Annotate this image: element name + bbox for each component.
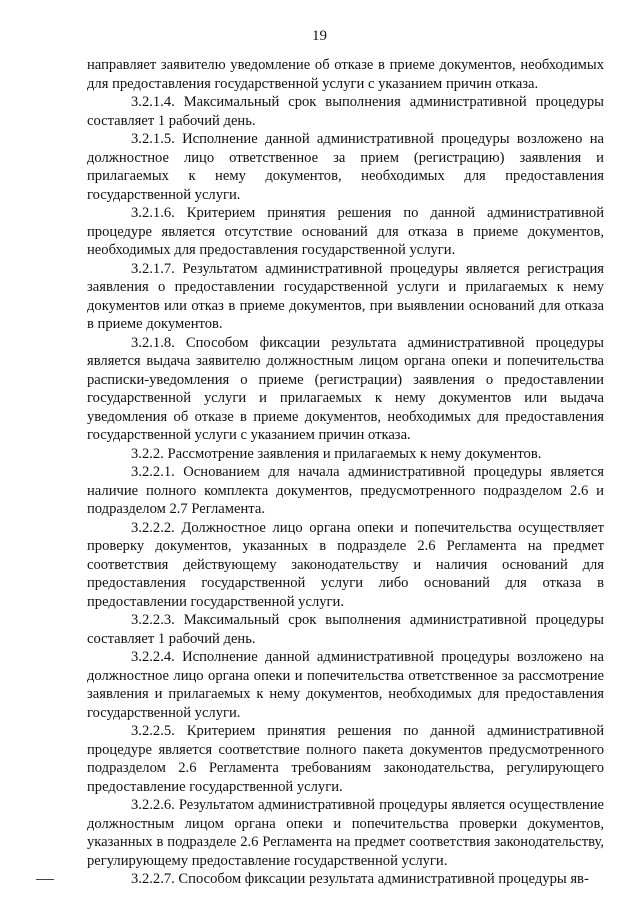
document-body [87,56,604,889]
paragraph-3-2-1-7: 3.2.1.7. Результатом административной процедуры является регистрация заявления о предоставлении государственной услуги и прилагаемых к нему документов или отказ в приеме документов, при выявлении оснований для отказа в приеме документов. [87,260,604,332]
paragraph-3-2-2-7: 3.2.2.7. Способом фиксации результата административной процедуры яв- [131,871,589,887]
paragraph-3-2-2: 3.2.2. Рассмотрение заявления и прилагаемых к нему документов. [131,445,542,462]
paragraph-3-2-2-5: 3.2.2.5. Критерием принятия решения по данной административной процедуре является соответствие полного пакета документов предусмотренного подразделом 2.6 Регламента требованиям законодательства, регулирующего предоставление государственной услуги. [87,723,604,795]
paragraph-continuation: направляет заявителю уведомление об отказе в приеме документов, необходимых для предоставления государственной услуги с указанием причин отказа. [87,57,604,92]
paragraph-3-2-1-4: 3.2.1.4. Максимальный срок выполнения административной процедуры составляет 1 рабочий день. [87,94,604,129]
page-number: 19 [312,28,327,44]
paragraph-3-2-1-5: 3.2.1.5. Исполнение данной административной процедуры возложено на должностное лицо ответственное за прием (регистрацию) заявления и прилагаемых к нему документов, необходимых для предоставления государственной услуги. [87,131,604,203]
paragraph-3-2-2-3: 3.2.2.3. Максимальный срок выполнения административной процедуры составляет 1 рабочий день. [87,612,604,647]
paragraph-3-2-2-2: 3.2.2.2. Должностное лицо органа опеки и попечительства осуществляет проверку документов, указанных в подразделе 2.6 Регламента на предмет соответствия действующему законодательству и наличия оснований для предоставления государственной услуги либо оснований для отказа в предоставлении государственной услуги. [87,519,604,610]
paragraph-3-2-1-6: 3.2.1.6. Критерием принятия решения по данной административной процедуре является отсутствие оснований для отказа в приеме документов, необходимых для предоставления государственной услуги. [87,205,604,258]
paragraph-3-2-1-8: 3.2.1.8. Способом фиксации результата административной процедуры является выдача заявителю должностным лицом органа опеки и попечительства расписки-уведомления о приеме (регистрации) заявления о предоставлении государственной услуги и прилагаемых к нему документов или выдача уведомления об отказе в приеме документов, необходимых для предоставления государственной услуги с указанием причин отказа. [87,334,604,443]
paragraph-3-2-2-6: 3.2.2.6. Результатом административной процедуры является осуществление должностным лицом органа опеки и попечительства проверки документов, указанных в подразделе 2.6 Регламента на предмет соответствия законодательству, регулирующему предоставление государственной услуги. [87,797,604,869]
footer-rule [36,879,54,880]
paragraph-3-2-2-1: 3.2.2.1. Основанием для начала административной процедуры является наличие полного комплекта документов, предусмотренного подразделом 2.6 и подразделом 2.7 Регламента. [87,464,604,517]
paragraph-3-2-2-4: 3.2.2.4. Исполнение данной административной процедуры возложено на должностное лицо органа опеки и попечительства ответственное за рассмотрение заявления и прилагаемых к нему документов, необходимых для предоставления государственной услуги. [87,649,604,721]
